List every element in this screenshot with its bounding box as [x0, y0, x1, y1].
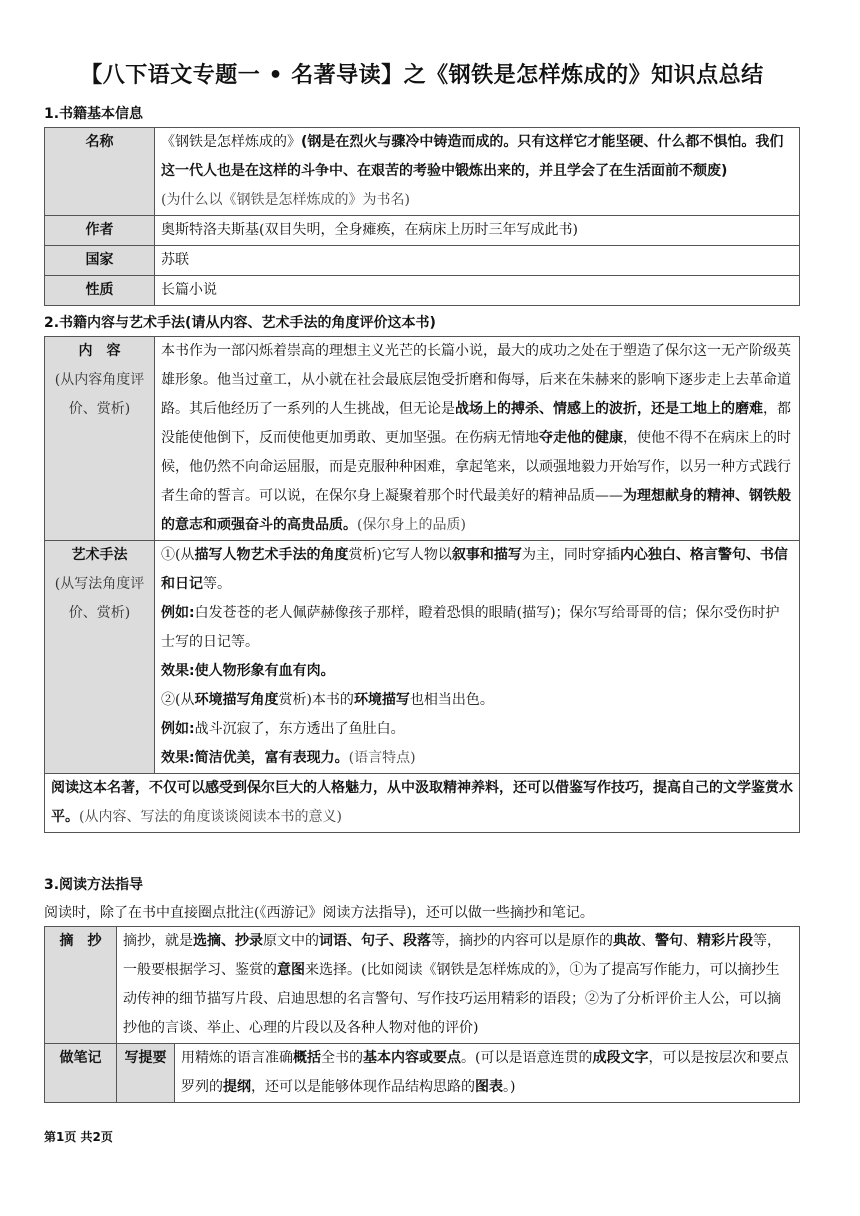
excerpt-text: 、	[641, 933, 655, 949]
art-text-bold: 描写人物艺术手法的角度	[194, 547, 349, 563]
art-text: 也相当出色。	[409, 692, 494, 708]
example-text: 白发苍苍的老人佩萨赫像孩子那样，瞪着恐惧的眼睛(描写)；保尔写给哥哥的信；保尔受伤时护士写的日记等。	[161, 605, 780, 650]
excerpt-text: 、	[683, 933, 697, 949]
summary-text-bold: 提纲	[223, 1079, 251, 1095]
content-text: ，使他不得不在病床上的时候，他仍然不向命运屈服，而是克服种种困难，拿起笔来，以顽强地毅力开始写作，以另一种方式践行者生命的誓言。可以说，在保尔身上凝聚着那个时代最美好的精神品质——	[161, 430, 791, 504]
summary-text: ，还可以是能够体现作品结构思路的	[251, 1079, 475, 1095]
art-example-2	[161, 715, 793, 744]
effect-text: 简洁优美，富有表现力。	[194, 750, 349, 766]
row-label: 性质	[45, 276, 155, 306]
art-text: 等。	[203, 576, 231, 592]
row-label: 名称	[45, 128, 155, 216]
excerpt-text-bold: 词语、句子、段落	[319, 933, 431, 949]
content-note: (保尔身上的品质)	[357, 517, 466, 533]
section-2-heading: 2.书籍内容与艺术手法(请从内容、艺术手法的角度评价这本书)	[44, 315, 436, 331]
content-text-bold: 夺走他的健康	[539, 430, 623, 446]
significance-note: (从内容、写法的角度谈谈阅读本书的意义)	[79, 809, 342, 825]
significance-text: 阅读这本名著，不仅可以感受到保尔巨大的人格魅力，从中汲取精神养料，还可以借鉴写作技巧，提高自己的文学鉴赏水平。	[51, 780, 793, 825]
art-text: 赏析)本书的	[278, 692, 354, 708]
art-text-bold: 环境描写	[353, 692, 410, 708]
art-text-bold: 内心独白、格言警句、书信和日记	[161, 547, 788, 592]
summary-text: 。)	[503, 1079, 516, 1095]
content-text: ，都没能使他倒下，反而使他更加勇敢、更加坚强。在伤病无情地	[161, 401, 791, 446]
table-row	[45, 276, 800, 306]
summary-text: 用精炼的语言准确	[181, 1050, 293, 1066]
book-name: 《钢铁是怎样炼成的》	[161, 134, 301, 150]
country-cell: 苏联	[155, 246, 800, 276]
content-art-table	[44, 336, 800, 833]
summary-text: 全书的	[321, 1050, 363, 1066]
art-point-2	[161, 686, 793, 715]
summary-text: 。(可以是语意连贯的	[461, 1050, 593, 1066]
content-cell	[155, 337, 800, 541]
table-row	[45, 927, 800, 1044]
summary-cell	[175, 1044, 800, 1103]
art-text-bold: 环境描写角度	[194, 692, 279, 708]
summary-text-bold: 成段文字	[592, 1050, 649, 1066]
art-cell	[155, 541, 800, 774]
content-text-bold: 为理想献身的精神、钢铁般的意志和顽强奋斗的高贵品质。	[161, 488, 791, 533]
book-name-cell	[155, 128, 800, 216]
content-text: 本书作为一部闪烁着崇高的理想主义光芒的长篇小说，最大的成功之处在于塑造了保尔这一无产阶级英雄形象。他当过童工，从小就在社会最底层饱受折磨和侮辱，后来在朱赫来的影响下逐步走上去革命道路。其后他经历了一系列的人生挑战，但无论是	[161, 343, 791, 417]
table-row	[45, 246, 800, 276]
art-label: 艺术手法	[71, 547, 128, 563]
reading-method-table	[44, 926, 800, 1103]
excerpt-label: 摘 抄	[45, 927, 117, 1044]
summary-text-bold: 基本内容或要点	[363, 1050, 461, 1066]
basic-info-table	[44, 127, 800, 306]
document-title: 【八下语文专题一 • 名著导读】之《钢铁是怎样炼成的》知识点总结	[80, 63, 764, 88]
excerpt-text: 摘抄，就是	[123, 933, 193, 949]
example-label: 例如:	[161, 721, 195, 737]
table-row	[45, 1044, 800, 1103]
section-1-heading: 1.书籍基本信息	[44, 106, 144, 122]
excerpt-text-bold: 警句	[655, 933, 683, 949]
art-example-1	[161, 599, 793, 657]
content-text-bold: 战场上的搏杀、情感上的波折，还是工地上的磨难	[455, 401, 763, 417]
book-name-meaning: (钢是在烈火与骤冷中铸造而成的。只有这样它才能坚硬、什么都不惧怕。我们这一代人也是在这样的斗争中、在艰苦的考验中锻炼出来的，并且学会了在生活面前不颓废)	[161, 134, 784, 179]
summary-text-bold: 图表	[475, 1079, 503, 1095]
excerpt-text: 等，一般要根据学习、鉴赏的	[123, 933, 781, 978]
excerpt-text: 来选择。(比如阅读《钢铁是怎样炼成的》，①为了提高写作能力，可以摘抄生动传神的细节描写片段、启迪思想的名言警句、写作技巧运用精彩的语段；②为了分析评价主人公，可以摘抄他的言谈、举止、心理的片段以及各种人物对他的评价)	[123, 962, 781, 1036]
row-label: 作者	[45, 216, 155, 246]
example-label: 例如:	[161, 605, 195, 621]
excerpt-text-bold: 选摘、抄录	[193, 933, 263, 949]
art-effect-2	[161, 744, 793, 773]
genre-cell: 长篇小说	[155, 276, 800, 306]
row-label: 国家	[45, 246, 155, 276]
art-text: 赏析)它写人物以	[348, 547, 452, 563]
effect-label: 效果:	[161, 750, 195, 766]
excerpt-text: 等，摘抄的内容可以是原作的	[431, 933, 613, 949]
table-row	[45, 128, 800, 216]
art-point-1	[161, 541, 793, 599]
excerpt-text-bold: 精彩片段	[697, 933, 753, 949]
content-label-cell	[45, 337, 155, 541]
summary-label: 写提要	[117, 1044, 175, 1103]
effect-label: 效果:	[161, 663, 195, 679]
section-3-intro: 阅读时，除了在书中直接圈点批注(《西游记》阅读方法指导)，还可以做一些摘抄和笔记。	[44, 905, 594, 921]
art-text: ①(从	[161, 547, 195, 563]
table-row	[45, 337, 800, 541]
content-sub-label: (从内容角度评价、赏析)	[54, 372, 145, 417]
effect-text: 使人物形象有血有肉。	[194, 663, 335, 679]
effect-note: (语言特点)	[348, 750, 416, 766]
summary-text: ，可以是按层次和要点罗列的	[181, 1050, 789, 1095]
content-label: 内 容	[78, 343, 121, 359]
page-footer: 第1页 共2页	[44, 1130, 113, 1144]
notes-label: 做笔记	[45, 1044, 117, 1103]
table-row	[45, 774, 800, 833]
excerpt-cell	[117, 927, 800, 1044]
table-row	[45, 541, 800, 774]
book-name-note: (为什么以《钢铁是怎样炼成的》为书名)	[161, 192, 410, 208]
art-text-bold: 叙事和描写	[451, 547, 522, 563]
section-3-heading: 3.阅读方法指导	[44, 877, 144, 893]
summary-text-bold: 概括	[293, 1050, 321, 1066]
excerpt-text-bold: 意图	[277, 962, 305, 978]
author-cell: 奥斯特洛夫斯基(双目失明，全身瘫痪，在病床上历时三年写成此书)	[155, 216, 800, 246]
art-sub-label: (从写法角度评价、赏析)	[54, 576, 145, 621]
table-row	[45, 216, 800, 246]
excerpt-text: 原文中的	[263, 933, 319, 949]
art-text: 为主，同时穿插	[521, 547, 620, 563]
reading-significance-cell	[45, 774, 800, 833]
art-label-cell	[45, 541, 155, 774]
art-effect-1	[161, 657, 793, 686]
example-text: 战斗沉寂了，东方透出了鱼肚白。	[194, 721, 405, 737]
art-text: ②(从	[161, 692, 195, 708]
excerpt-text-bold: 典故	[613, 933, 641, 949]
